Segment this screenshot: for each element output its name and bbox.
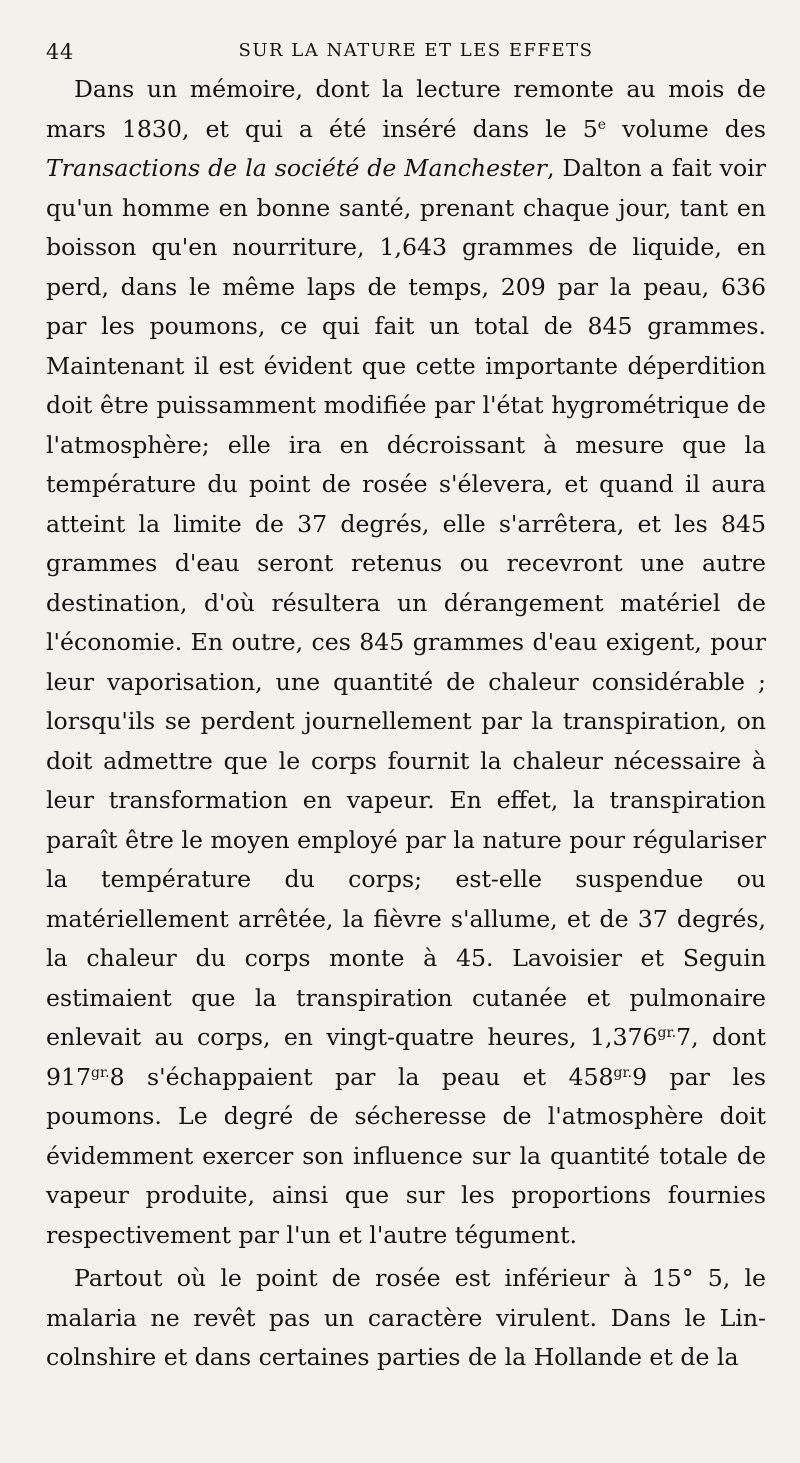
text-run: Dans un mémoire, dont la lecture remonte au mois de mars 1830, et qui a été inséré dans le 5 — [46, 75, 766, 143]
text-run: 7, dont 917 — [46, 1023, 766, 1091]
text-run: 8 s'échappaient par la peau et 458 — [109, 1062, 614, 1091]
superscript: gr. — [613, 1064, 633, 1081]
body-text — [46, 70, 766, 1378]
text-run: 9 par les poumons. Le degré de sécheresse de l'atmosphère doit évidemment exercer son influence sur la quantité totale de vapeur produite, ainsi que sur les proportions fournies respectivement par l'un et l'autre tégument. — [46, 1062, 766, 1249]
italic-title: Transactions de la société de Manchester — [46, 154, 547, 182]
superscript: gr. — [657, 1025, 677, 1041]
text-run: Partout où le point de rosée est inférieur à 15° 5, le malaria ne revêt pas un caractère virulent. Dans le Lincolnshire et dans certaines parties de la Hollande et de la — [46, 1264, 766, 1371]
running-head — [46, 0, 766, 70]
paragraph — [46, 70, 766, 1255]
superscript: gr. — [91, 1064, 110, 1081]
running-title: SUR LA NATURE ET LES EFFETS — [238, 40, 594, 61]
text-run: volume des — [606, 114, 766, 143]
text-run: , Dalton a fait voir qu'un homme en bonne santé, prenant chaque jour, tant en boisson qu'en nourriture, 1,643 grammes de liquide, en perd, dans le même laps de temps, 209 par la peau, 636 par les poumons, ce qui fait un total de 845 grammes. Maintenant il est évident que cette importante déperdition doit être puissamment modifiée par l'état hygrométrique de l'atmosphère; elle ira en décroissant à mesure que la température du point de rosée s'élevera, et quand il aura atteint la limite de 37 degrés, elle s'arrêtera, et les 845 grammes d'eau seront retenus ou recevront une autre destination, d'où résultera un dérangement matériel de l'économie. En outre, ces 845 grammes d'eau exigent, pour leur vaporisation, une quantité de chaleur considérable ; lorsqu'ils se perdent journellement par la transpiration, on doit admettre que le corps fournit la chaleur nécessaire à leur transformation en vapeur. En effet, la transpiration paraît être le moyen employé par la nature pour régulariser la température du corps; est-elle suspendue ou matériellement arrêtée, la fièvre s'allume, et de 37 degrés, la chaleur du corps monte à 45. Lavoisier et Seguin estimaient que la transpiration cutanée et pulmonaire enlevait au corps, en vingt-quatre heures, 1,376 — [46, 154, 766, 1051]
paragraph — [46, 1259, 766, 1378]
superscript: e — [597, 116, 607, 133]
page-number: 44 — [46, 40, 74, 64]
